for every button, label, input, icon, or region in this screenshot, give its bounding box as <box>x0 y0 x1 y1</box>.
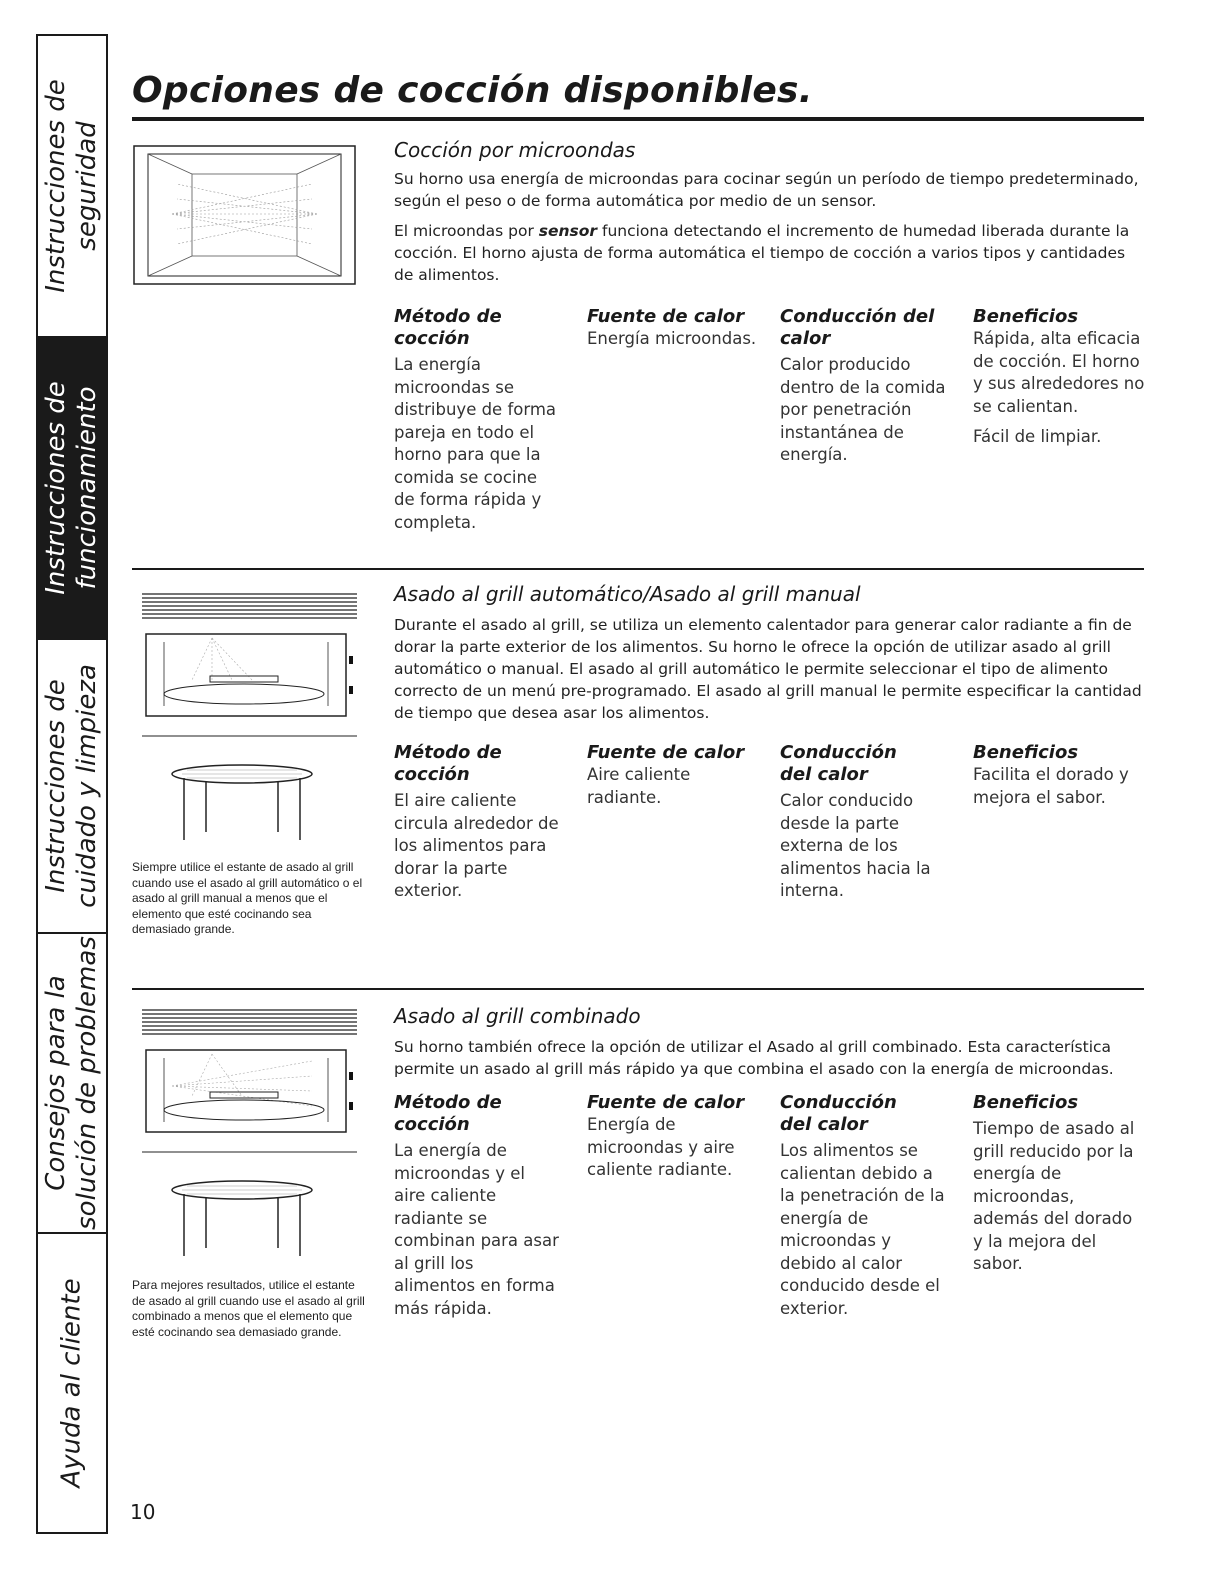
column-head: Fuente de calor <box>587 742 745 763</box>
section-title: Cocción por microondas <box>394 138 636 162</box>
column-text: Energía microondas. <box>587 329 757 348</box>
sensor-paragraph <box>394 220 1144 286</box>
tab-seguridad-label: Instrucciones de seguridad <box>41 79 102 293</box>
column-head: Conducción del calor <box>780 306 935 349</box>
tab-seguridad[interactable] <box>38 36 106 338</box>
column-text: Facilita el dorado y mejora el sabor. <box>973 765 1129 807</box>
column-metodo <box>394 1092 559 1320</box>
column-head: Beneficios <box>973 1092 1079 1113</box>
column-text: Aire caliente radiante. <box>587 765 691 807</box>
tab-ayuda-label: Ayuda al cliente <box>56 1278 87 1488</box>
column-head: Beneficios <box>973 742 1079 763</box>
column-text-extra: Fácil de limpiar. <box>973 427 1102 446</box>
column-head: Conducción del calor <box>780 1092 897 1135</box>
sidebar-tabs <box>36 34 108 1534</box>
column-beneficios <box>973 1092 1141 1276</box>
tab-funcionamiento[interactable] <box>38 338 106 640</box>
section-microondas <box>132 130 1144 550</box>
description-paragraph: Su horno también ofrece la opción de utilizar el Asado al grill combinado. Esta característica permite un asado al grill más rápido ya que combina el asado con la energía de microondas. <box>394 1038 1114 1078</box>
column-beneficios <box>973 742 1138 809</box>
column-conduccion <box>780 1092 950 1320</box>
tab-cuidado-label: Instrucciones de cuidado y limpieza <box>41 664 102 908</box>
page-title: Opciones de cocción disponibles. <box>132 70 813 111</box>
column-text: Energía de microondas y aire caliente radiante. <box>587 1115 735 1179</box>
column-conduccion <box>780 306 955 467</box>
page-number: 10 <box>130 1500 156 1524</box>
tab-funcionamiento-label: Instrucciones de funcionamiento <box>41 381 102 595</box>
column-fuente <box>587 742 767 809</box>
column-conduccion <box>780 742 945 903</box>
column-head: Método de cocción <box>394 1092 502 1135</box>
grill-oven-illustration <box>132 590 357 860</box>
column-head: Método de cocción <box>394 306 502 349</box>
grill-content <box>394 582 1144 900</box>
combo-oven-illustration <box>132 1006 357 1276</box>
column-text: La energía microondas se distribuye de forma pareja en todo el horno para que la comida se cocine de forma rápida y completa. <box>394 355 557 532</box>
sensor-keyword: sensor <box>538 222 598 240</box>
section-grill-combinado <box>132 988 1144 1388</box>
combo-content <box>394 1004 1144 1318</box>
tab-problemas-label: Consejos para la solución de problemas <box>41 936 102 1230</box>
tab-cuidado-limpieza[interactable] <box>38 640 106 934</box>
column-text: Rápida, alta eficacia de cocción. El horno y sus alrededores no se calientan. <box>973 329 1145 416</box>
section-title: Asado al grill automático/Asado al grill manual <box>394 582 861 606</box>
column-fuente <box>587 1092 752 1182</box>
column-beneficios <box>973 306 1145 449</box>
description-paragraph: Durante el asado al grill, se utiliza un elemento calentador para generar calor radiante a fin de dorar la parte exterior de los alimentos. Su horno le ofrece la opción de utilizar asado al grill automático o manual. El asado al grill automático le permite seleccionar el tipo de alimento correcto de un menú pre-programado. El asado al grill manual le permite especificar la cantidad de tiempo que desea asar los alimentos. <box>394 616 1142 722</box>
column-metodo <box>394 742 559 903</box>
sensor-text: funciona detectando el incremento de humedad liberada durante la cocción. El horno ajusta de forma automática el tiempo de cocción a varios tipos y cantidades de alimentos. <box>394 222 1130 284</box>
grill-caption: Siempre utilice el estante de asado al grill cuando use el asado al grill automático o el asado al grill manual a menos que el elemento que esté cocinando sea demasiado grande. <box>132 860 363 936</box>
section-title: Asado al grill combinado <box>394 1004 641 1028</box>
description-paragraph: Su horno usa energía de microondas para cocinar según un período de tiempo predeterminado, según el peso o de forma automática por medio de un sensor. <box>394 170 1139 210</box>
column-head: Beneficios <box>973 306 1079 327</box>
tab-solucion-problemas[interactable] <box>38 934 106 1234</box>
tab-ayuda-cliente[interactable] <box>38 1234 106 1532</box>
column-head: Fuente de calor <box>587 306 745 327</box>
microondas-content <box>394 138 1145 532</box>
column-text: La energía de microondas y el aire caliente radiante se combinan para asar al grill los alimentos en forma más rápida. <box>394 1141 559 1318</box>
section-rule <box>132 568 1144 570</box>
column-head: Método de cocción <box>394 742 502 785</box>
section-rule <box>132 988 1144 990</box>
column-text: Calor producido dentro de la comida por penetración instantánea de energía. <box>780 355 946 464</box>
column-head: Conducción del calor <box>780 742 897 785</box>
column-fuente <box>587 306 767 351</box>
column-metodo <box>394 306 559 534</box>
title-rule <box>132 117 1144 121</box>
microwave-cavity-illustration <box>132 144 357 286</box>
column-head: Fuente de calor <box>587 1092 745 1113</box>
combo-caption: Para mejores resultados, utilice el estante de asado al grill cuando use el asado al grill combinado a menos que el elemento que esté cocinando sea demasiado grande. <box>132 1278 365 1339</box>
column-text: Tiempo de asado al grill reducido por la energía de microondas, además del dorado y la mejora del sabor. <box>973 1119 1135 1273</box>
sensor-prefix: El microondas por <box>394 222 539 240</box>
section-grill <box>132 568 1144 968</box>
column-text: Los alimentos se calientan debido a la penetración de la energía de microondas y debido al calor conducido desde el exterior. <box>780 1141 945 1318</box>
column-text: Calor conducido desde la parte externa de los alimentos hacia la interna. <box>780 791 931 900</box>
column-text: El aire caliente circula alrededor de los alimentos para dorar la parte exterior. <box>394 791 559 900</box>
